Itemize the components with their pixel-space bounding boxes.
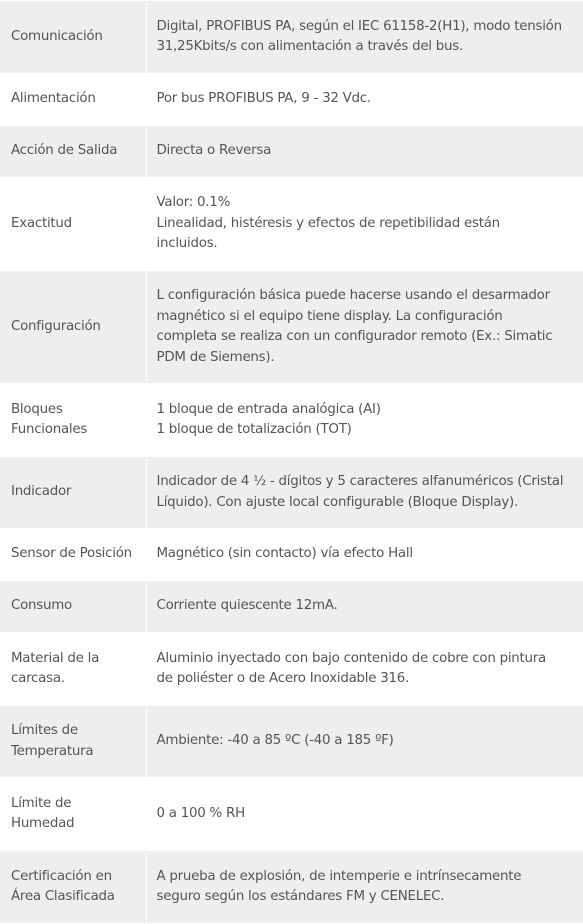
table-row <box>0 74 583 126</box>
row-label: Límites de Temperatura <box>0 706 146 778</box>
row-value: Magnético (sin contacto) vía efecto Hall <box>146 529 583 581</box>
row-value: Ambiente: -40 a 85 ºC (-40 a 185 ºF) <box>146 706 583 778</box>
row-value: 0 a 100 % RH <box>146 778 583 851</box>
row-value: Indicador de 4 ½ - dígitos y 5 caracteres alfanuméricos (Cristal Líquido). Con ajuste local configurable (Bloque Display). <box>146 457 583 529</box>
table-row <box>0 706 583 778</box>
row-label: Límite de Humedad <box>0 778 146 851</box>
table-row <box>0 851 583 924</box>
row-label: Acción de Salida <box>0 126 146 178</box>
row-label: Bloques Funcionales <box>0 384 146 457</box>
table-row <box>0 457 583 529</box>
row-value: Aluminio inyectado con bajo contenido de cobre con pintura de poliéster o de Acero Inoxidable 316. <box>146 633 583 706</box>
row-value: A prueba de explosión, de intemperie e intrínsecamente seguro según los estándares FM y CENELEC. <box>146 851 583 924</box>
row-label: Comunicación <box>0 1 146 74</box>
row-label: Alimentación <box>0 74 146 126</box>
row-value: Digital, PROFIBUS PA, según el IEC 61158-2(H1), modo tensión 31,25Kbits/s con alimentación a través del bus. <box>146 1 583 74</box>
row-value: Valor: 0.1% Linealidad, histéresis y efectos de repetibilidad están incluidos. <box>146 178 583 271</box>
row-value: 1 bloque de entrada analógica (AI) 1 bloque de totalización (TOT) <box>146 384 583 457</box>
table-row <box>0 126 583 178</box>
row-value: Por bus PROFIBUS PA, 9 - 32 Vdc. <box>146 74 583 126</box>
table-row <box>0 633 583 706</box>
row-label: Exactitud <box>0 178 146 271</box>
row-label: Certificación en Área Clasificada <box>0 851 146 924</box>
row-value: Corriente quiescente 12mA. <box>146 581 583 633</box>
table-row <box>0 384 583 457</box>
row-label: Sensor de Posición <box>0 529 146 581</box>
table-row <box>0 529 583 581</box>
table-row <box>0 581 583 633</box>
row-label: Indicador <box>0 457 146 529</box>
table-row <box>0 1 583 74</box>
table-row <box>0 271 583 384</box>
table-row <box>0 178 583 271</box>
row-label: Consumo <box>0 581 146 633</box>
row-label: Configuración <box>0 271 146 384</box>
row-value: L configuración básica puede hacerse usando el desarmador magnético si el equipo tiene display. La configuración completa se realiza con un configurador remoto (Ex.: Simatic PDM de Siemens). <box>146 271 583 384</box>
row-value: Directa o Reversa <box>146 126 583 178</box>
row-label: Material de la carcasa. <box>0 633 146 706</box>
table-row <box>0 778 583 851</box>
